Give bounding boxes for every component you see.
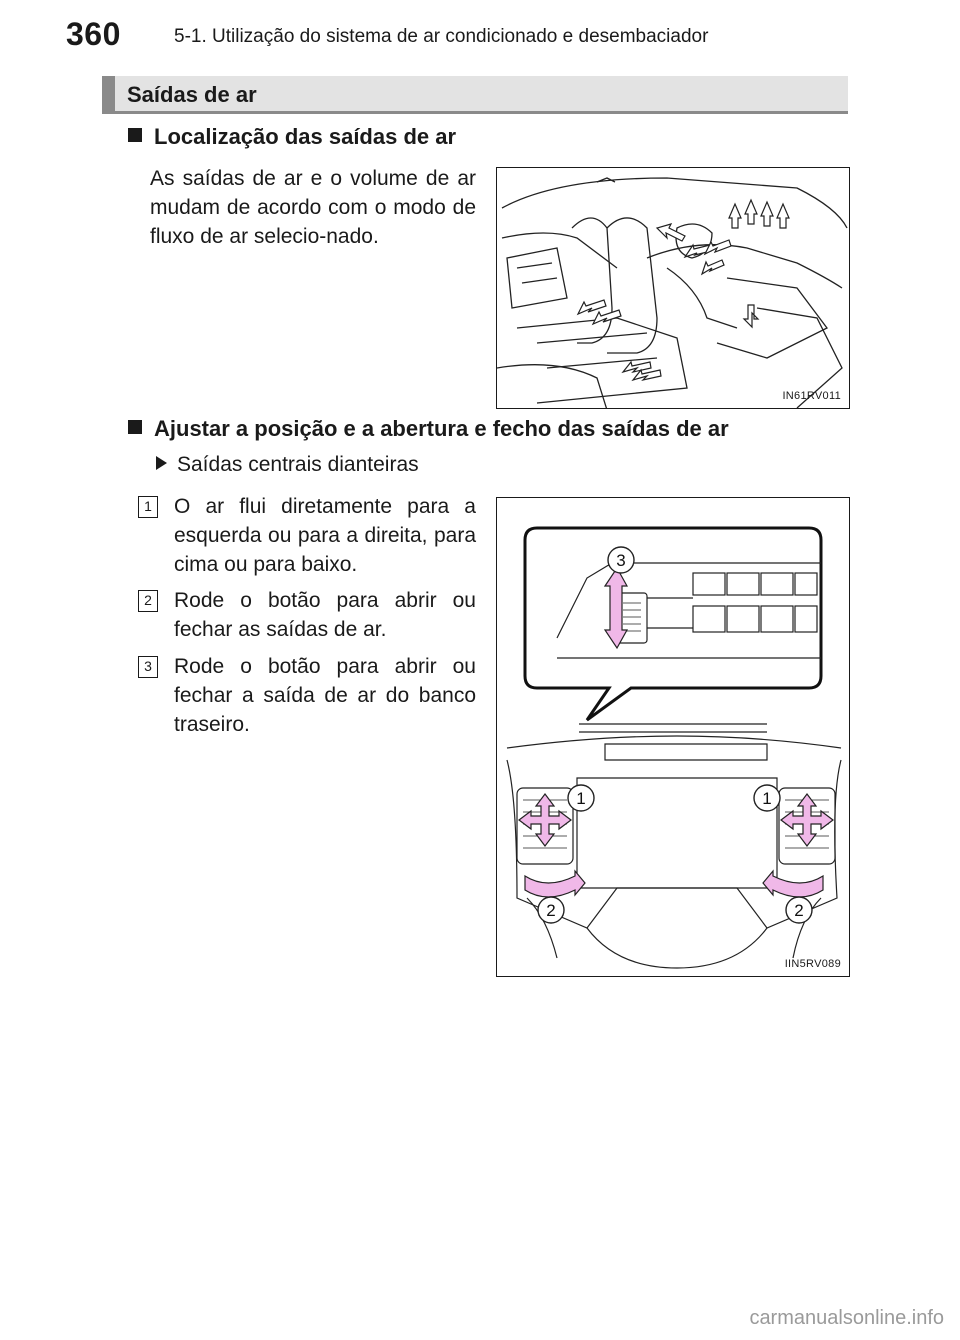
step-number-2: 2 xyxy=(138,590,158,612)
running-header: 5-1. Utilização do sistema de ar condicionado e desembaciador xyxy=(174,26,709,47)
triangle-bullet-icon xyxy=(156,456,167,470)
subheading-location xyxy=(128,124,456,150)
figure-code-vents: IIN5RV089 xyxy=(784,958,841,970)
bullet-front-vents-text: Saídas centrais dianteiras xyxy=(177,453,419,476)
step-number-1: 1 xyxy=(138,496,158,518)
section-title: Saídas de ar xyxy=(127,82,257,107)
step-text-3: Rode o botão para abrir ou fechar a saída de ar do banco traseiro. xyxy=(174,655,476,736)
location-description: As saídas de ar e o volume de ar mudam de acordo com o modo de fluxo de ar selecio-nado. xyxy=(150,167,476,248)
interior-illustration xyxy=(497,168,850,409)
step-text-1: O ar flui diretamente para a esquerda ou para a direita, para cima ou para baixo. xyxy=(174,495,476,576)
bullet-front-vents xyxy=(156,453,419,477)
callout-1-right: 1 xyxy=(762,789,772,808)
subheading-adjust-text: Ajustar a posição e a abertura e fecho das saídas de ar xyxy=(154,416,729,441)
section-banner xyxy=(102,76,848,114)
figure-interior xyxy=(496,167,850,409)
callout-1-left: 1 xyxy=(576,789,586,808)
step-number-3: 3 xyxy=(138,656,158,678)
square-bullet-icon xyxy=(128,128,142,142)
page-number: 360 xyxy=(66,16,121,52)
callout-2-left: 2 xyxy=(546,901,556,920)
subheading-location-text: Localização das saídas de ar xyxy=(154,124,457,149)
square-bullet-icon xyxy=(128,420,142,434)
figure-code-interior: IN61RV011 xyxy=(782,390,841,402)
watermark: carmanualsonline.info xyxy=(749,1307,944,1329)
step-text-2: Rode o botão para abrir ou fechar as saídas de ar. xyxy=(174,589,476,641)
vents-illustration xyxy=(497,498,850,977)
figure-center-vents xyxy=(496,497,850,977)
callout-2-right: 2 xyxy=(794,901,804,920)
subheading-adjust xyxy=(128,416,729,442)
callout-3: 3 xyxy=(616,551,626,570)
